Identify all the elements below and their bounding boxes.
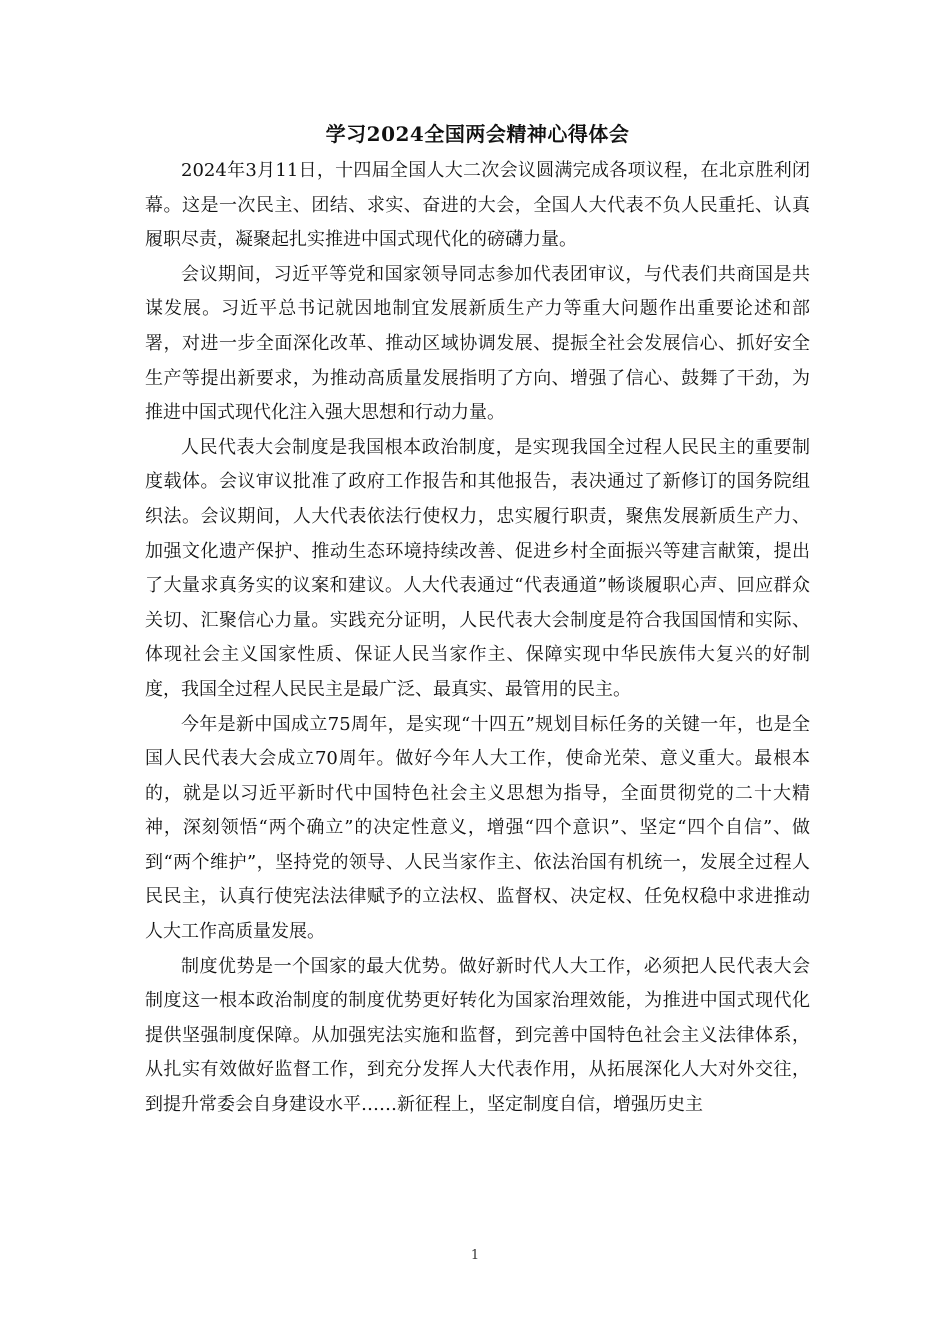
document-title: 学习2024全国两会精神心得体会: [325, 122, 630, 146]
paragraph-4: 今年是新中国成立75周年，是实现“十四五”规划目标任务的关键一年，也是全国人民代表大会成立70周年。做好今年人大工作，使命光荣、意义重大。最根本的，就是以习近平新时代中国特色社会主义思想为指导，全面贯彻党的二十大精神，深刻领悟“两个确立”的决定性意义，增强“四个意识”、坚定“四个自信”、做到“两个维护”，坚持党的领导、人民当家作主、依法治国有机统一，发展全过程人民民主，认真行使宪法法律赋予的立法权、监督权、决定权、任免权稳中求进推动人大工作高质量发展。: [145, 713, 810, 943]
paragraph-1: 2024年3月11日，十四届全国人大二次会议圆满完成各项议程，在北京胜利闭幕。这是一次民主、团结、求实、奋进的大会，全国人大代表不负人民重托、认真履职尽责，凝聚起扎实推进中国式现代化的磅礴力量。: [145, 160, 810, 251]
paragraph-2: 会议期间，习近平等党和国家领导同志参加代表团审议，与代表们共商国是共谋发展。习近平总书记就因地制宜发展新质生产力等重大问题作出重要论述和部署，对进一步全面深化改革、推动区域协调发展、提振全社会发展信心、抓好安全生产等提出新要求，为推动高质量发展指明了方向、增强了信心、鼓舞了干劲，为推进中国式现代化注入强大思想和行动力量。: [145, 263, 810, 424]
document-page: [145, 118, 810, 1123]
paragraph-3: 人民代表大会制度是我国根本政治制度，是实现我国全过程人民民主的重要制度载体。会议审议批准了政府工作报告和其他报告，表决通过了新修订的国务院组织法。会议期间，人大代表依法行使权力，忠实履行职责，聚焦发展新质生产力、加强文化遗产保护、推动生态环境持续改善、促进乡村全面振兴等建言献策，提出了大量求真务实的议案和建议。人大代表通过“代表通道”畅谈履职心声、回应群众关切、汇聚信心力量。实践充分证明，人民代表大会制度是符合我国国情和实际、体现社会主义国家性质、保证人民当家作主、保障实现中华民族伟大复兴的好制度，我国全过程人民民主是最广泛、最真实、最管用的民主。: [145, 436, 810, 700]
paragraph-5: 制度优势是一个国家的最大优势。做好新时代人大工作，必须把人民代表大会制度这一根本政治制度的制度优势更好转化为国家治理效能，为推进中国式现代化提供坚强制度保障。从加强宪法实施和监督，到完善中国特色社会主义法律体系，从扎实有效做好监督工作，到充分发挥人大代表作用，从拓展深化人大对外交往，到提升常委会自身建设水平……新征程上，坚定制度自信，增强历史主: [145, 955, 810, 1116]
page-number: 1: [470, 1248, 480, 1263]
